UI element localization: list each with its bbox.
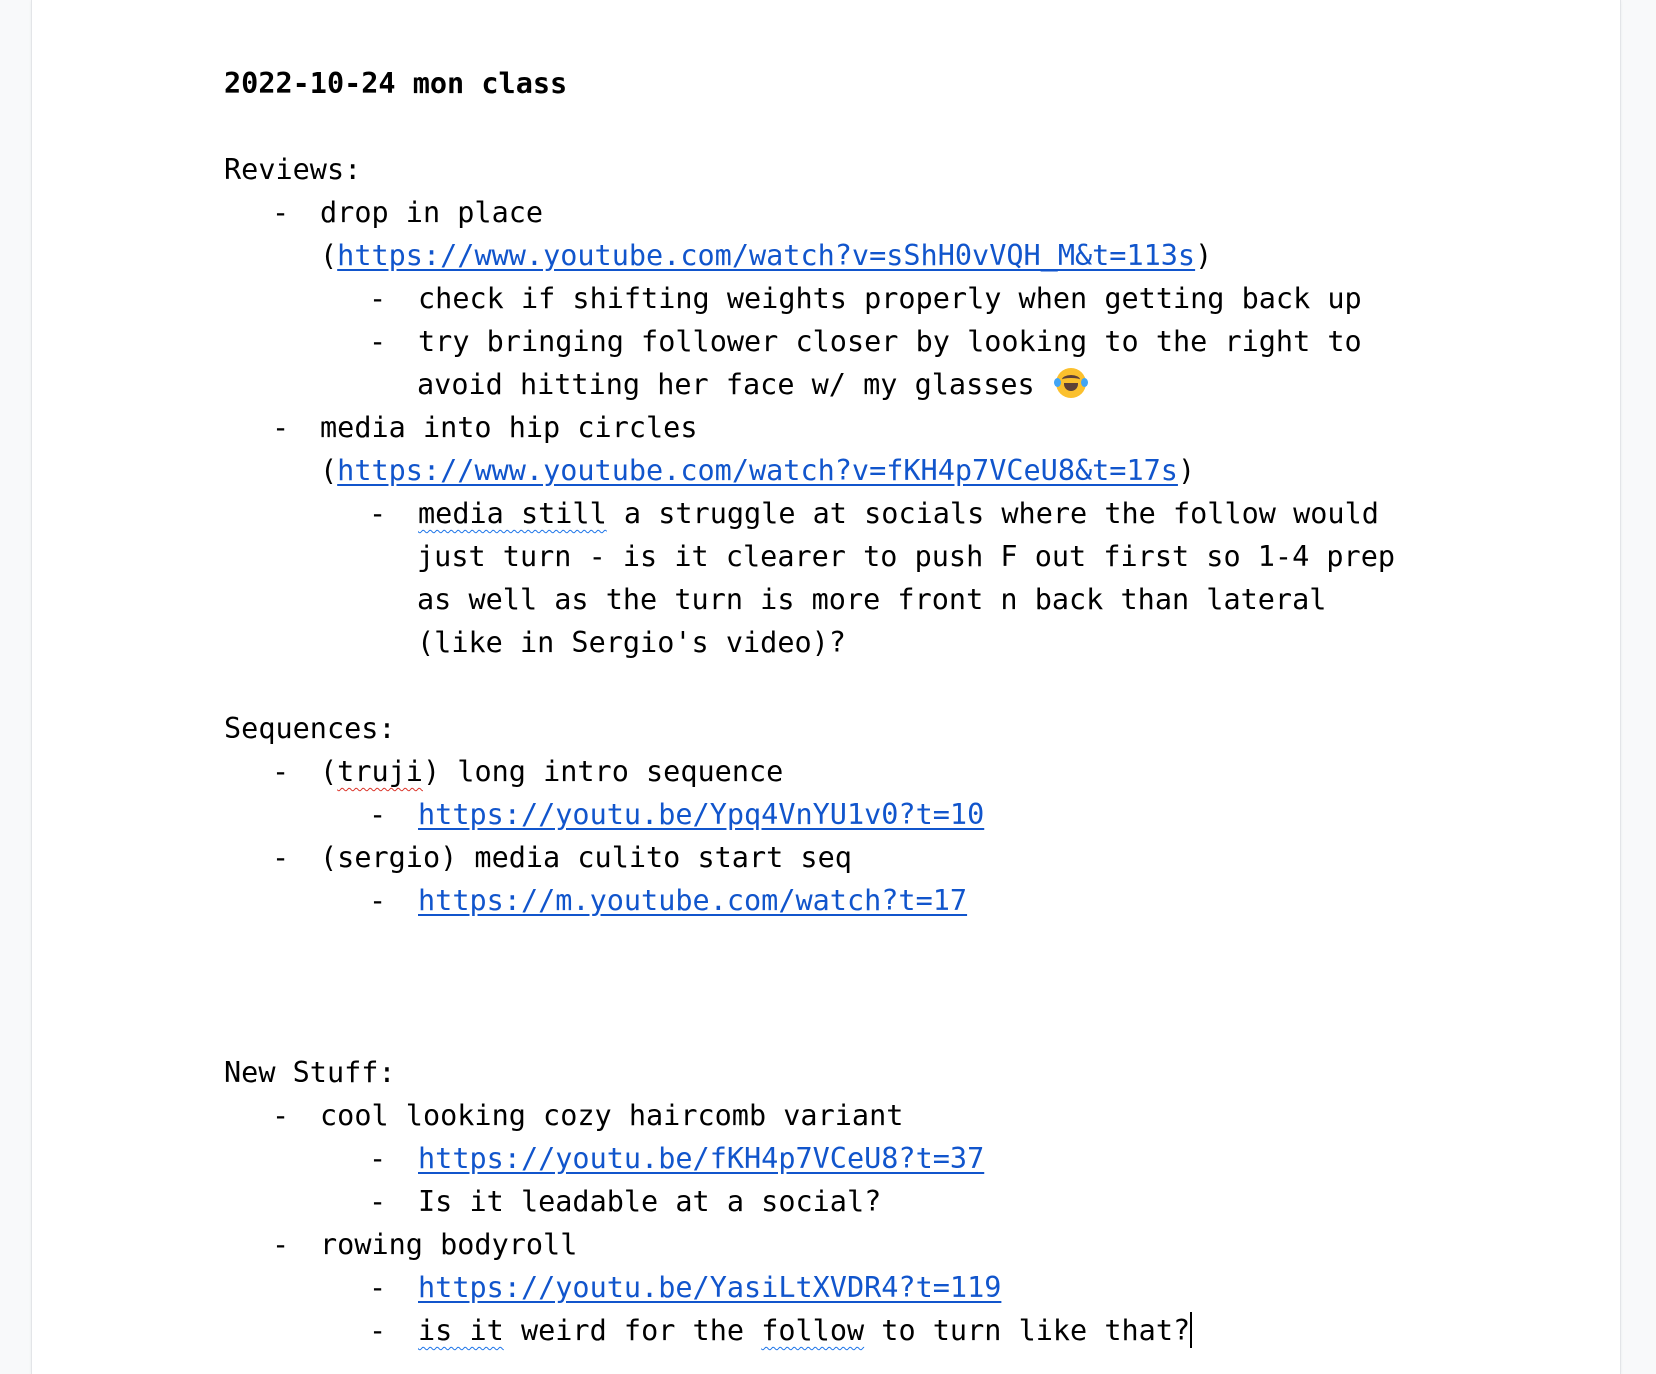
paren-open: (	[320, 755, 338, 788]
list-item	[224, 1266, 1484, 1309]
note-text: try bringing follower closer by looking to the right to	[418, 325, 1362, 358]
list-item	[224, 1223, 1484, 1266]
list-item	[224, 1309, 1484, 1352]
paren-open: (	[320, 454, 338, 487]
blank-line	[224, 1008, 1484, 1051]
note-text: avoid hitting her face w/ my glasses	[417, 368, 1035, 401]
list-item-continuation	[224, 234, 1484, 277]
tear-drop	[1054, 378, 1061, 387]
tear-drop	[1081, 378, 1088, 387]
list-item	[224, 492, 1484, 535]
youtube-link[interactable]: https://youtu.be/Ypq4VnYU1v0?t=10	[418, 798, 985, 831]
list-item	[224, 750, 1484, 793]
review-item-label: media into hip circles	[320, 411, 698, 444]
list-item	[224, 1180, 1484, 1223]
blank-line	[224, 922, 1484, 965]
list-item-continuation: as well as the turn is more front n back than lateral	[417, 583, 1327, 616]
youtube-link[interactable]: https://m.youtube.com/watch?t=17	[418, 884, 968, 917]
sequence-label: (sergio) media culito start seq	[320, 841, 852, 874]
bullet-dash: -	[369, 1271, 387, 1304]
grammar-suggestion[interactable]: follow	[761, 1314, 865, 1347]
bullet-dash: -	[369, 497, 387, 530]
new-item-label: rowing bodyroll	[320, 1228, 578, 1261]
bullet-dash: -	[272, 196, 290, 229]
new-item-label: cool looking cozy haircomb variant	[320, 1099, 904, 1132]
bullet-dash: -	[369, 884, 387, 917]
list-item	[224, 406, 1484, 449]
document-page[interactable]	[32, 0, 1620, 1374]
list-item	[224, 879, 1484, 922]
list-item-continuation: (like in Sergio's video)?	[417, 626, 846, 659]
youtube-link[interactable]: https://www.youtube.com/watch?v=sShH0vVQH_M&t=113s	[337, 239, 1196, 272]
blank-line	[224, 965, 1484, 1008]
note-text: a struggle at socials where the follow would	[606, 497, 1379, 530]
note-text: weird for the	[503, 1314, 762, 1347]
paren-close: )	[1195, 239, 1213, 272]
youtube-link[interactable]: https://youtu.be/YasiLtXVDR4?t=119	[418, 1271, 1002, 1304]
spelling-error[interactable]: truji	[337, 755, 423, 788]
bullet-dash: -	[272, 1228, 290, 1261]
list-item	[224, 191, 1484, 234]
list-item-continuation	[224, 363, 1484, 406]
youtube-link[interactable]: https://youtu.be/fKH4p7VCeU8?t=37	[418, 1142, 985, 1175]
bullet-dash: -	[272, 755, 290, 788]
note-text: check if shifting weights properly when getting back up	[418, 282, 1362, 315]
grammar-suggestion[interactable]: media still	[418, 497, 607, 530]
list-item	[224, 277, 1484, 320]
sequences-heading: Sequences:	[224, 712, 396, 745]
bullet-dash: -	[369, 1185, 387, 1218]
paren-close: )	[1177, 454, 1196, 487]
youtube-link[interactable]: https://www.youtube.com/watch?v=fKH4p7VCeU8&t=17s	[337, 454, 1178, 487]
note-text: Is it leadable at a social?	[418, 1185, 882, 1218]
new-stuff-heading: New Stuff:	[224, 1056, 396, 1089]
bullet-dash: -	[272, 411, 290, 444]
bullet-dash: -	[369, 798, 387, 831]
bullet-dash: -	[369, 282, 387, 315]
list-item-continuation	[224, 449, 1484, 492]
bullet-dash: -	[369, 1314, 387, 1347]
note-text: to turn like that?	[864, 1314, 1191, 1347]
bullet-dash: -	[272, 841, 290, 874]
bullet-dash: -	[272, 1099, 290, 1132]
blank-line	[224, 664, 1484, 707]
list-item	[224, 320, 1484, 363]
list-item	[224, 1137, 1484, 1180]
list-item	[224, 1094, 1484, 1137]
face-with-tears-of-joy-icon	[1056, 368, 1086, 398]
page-title: 2022-10-24 mon class	[224, 67, 568, 100]
paren-open: (	[320, 239, 338, 272]
sequence-label: ) long intro sequence	[422, 755, 784, 788]
list-item-continuation: just turn - is it clearer to push F out first so 1-4 prep	[417, 540, 1396, 573]
list-item	[224, 836, 1484, 879]
bullet-dash: -	[369, 1142, 387, 1175]
review-item-label: drop in place	[320, 196, 544, 229]
reviews-heading: Reviews:	[224, 153, 362, 186]
blank-line	[224, 105, 1484, 148]
bullet-dash: -	[369, 325, 387, 358]
text-cursor	[1190, 1312, 1192, 1348]
list-item	[224, 793, 1484, 836]
document-body[interactable]	[224, 62, 1484, 1352]
grammar-suggestion[interactable]: is it	[418, 1314, 504, 1347]
